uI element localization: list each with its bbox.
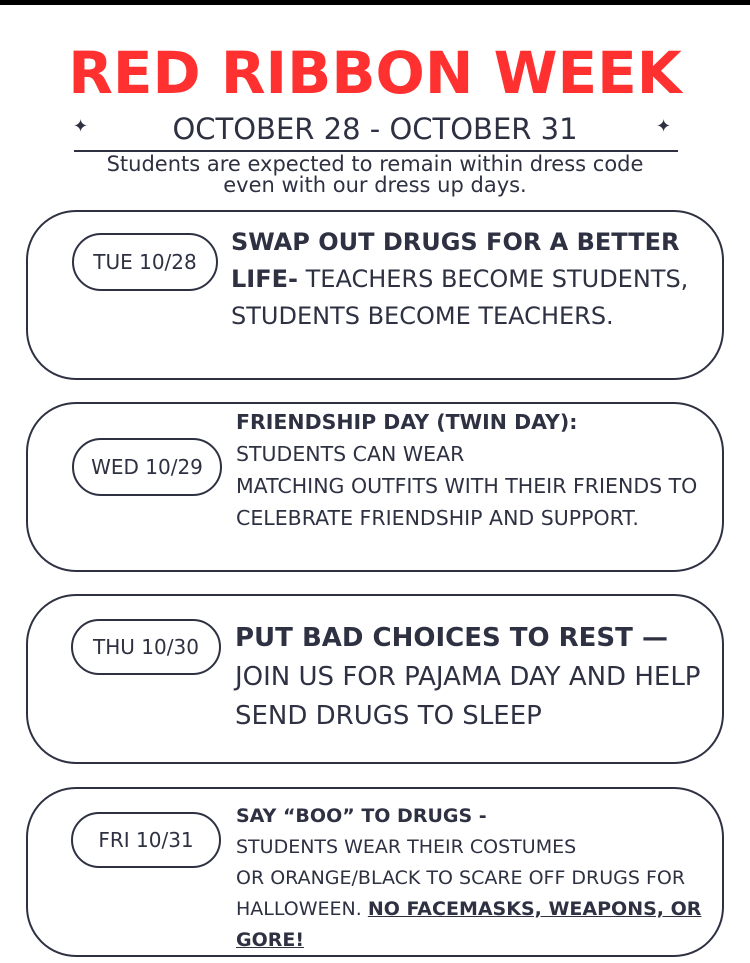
date-pill: FRI 10/31: [71, 812, 221, 868]
dress-code-notice: [60, 154, 690, 196]
day-headline: PUT BAD CHOICES TO REST —: [235, 623, 668, 653]
day-body: STUDENTS WEAR THEIR COSTUMES: [236, 836, 577, 858]
day-description: [235, 619, 715, 736]
day-body: [236, 863, 716, 956]
day-headline: FRIENDSHIP DAY (TWIN DAY):: [236, 410, 578, 434]
notice-line: even with our dress up days.: [223, 173, 527, 197]
notice-line: Students are expected to remain within dress code: [106, 152, 644, 176]
day-headline: SAY “BOO” TO DRUGS -: [236, 805, 487, 827]
day-description: [236, 406, 716, 534]
day-description: [231, 224, 711, 335]
day-card-wednesday: [26, 402, 724, 572]
sparkle-icon: ✦: [656, 116, 672, 137]
day-headline: SWAP OUT DRUGS FOR A BETTER LIFE-: [231, 228, 680, 293]
day-card-thursday: [26, 594, 724, 764]
day-body-text: OR ORANGE/BLACK TO SCARE OFF DRUGS FOR HALLOWEEN.: [236, 867, 686, 920]
page-title: RED RIBBON WEEK: [68, 39, 682, 107]
day-body: MATCHING OUTFITS WITH THEIR FRIENDS TO CELEBRATE FRIENDSHIP AND SUPPORT.: [236, 474, 698, 530]
day-body: JOIN US FOR PAJAMA DAY AND HELP SEND DRUGS TO SLEEP: [235, 662, 701, 731]
date-range: OCTOBER 28 - OCTOBER 31: [172, 112, 578, 146]
day-body: STUDENTS CAN WEAR: [236, 442, 465, 466]
date-pill: TUE 10/28: [72, 233, 218, 291]
day-emphasis: NO FACEMASKS, WEAPONS, OR GORE!: [236, 898, 702, 951]
day-body: TEACHERS BECOME STUDENTS, STUDENTS BECOME TEACHERS.: [231, 265, 689, 330]
date-pill: WED 10/29: [72, 438, 222, 496]
day-card-tuesday: [26, 210, 724, 380]
top-border: [0, 0, 750, 5]
day-description: [236, 801, 716, 956]
date-pill: THU 10/30: [71, 619, 221, 675]
sparkle-icon: ✦: [73, 116, 89, 137]
day-card-friday: [26, 787, 724, 957]
